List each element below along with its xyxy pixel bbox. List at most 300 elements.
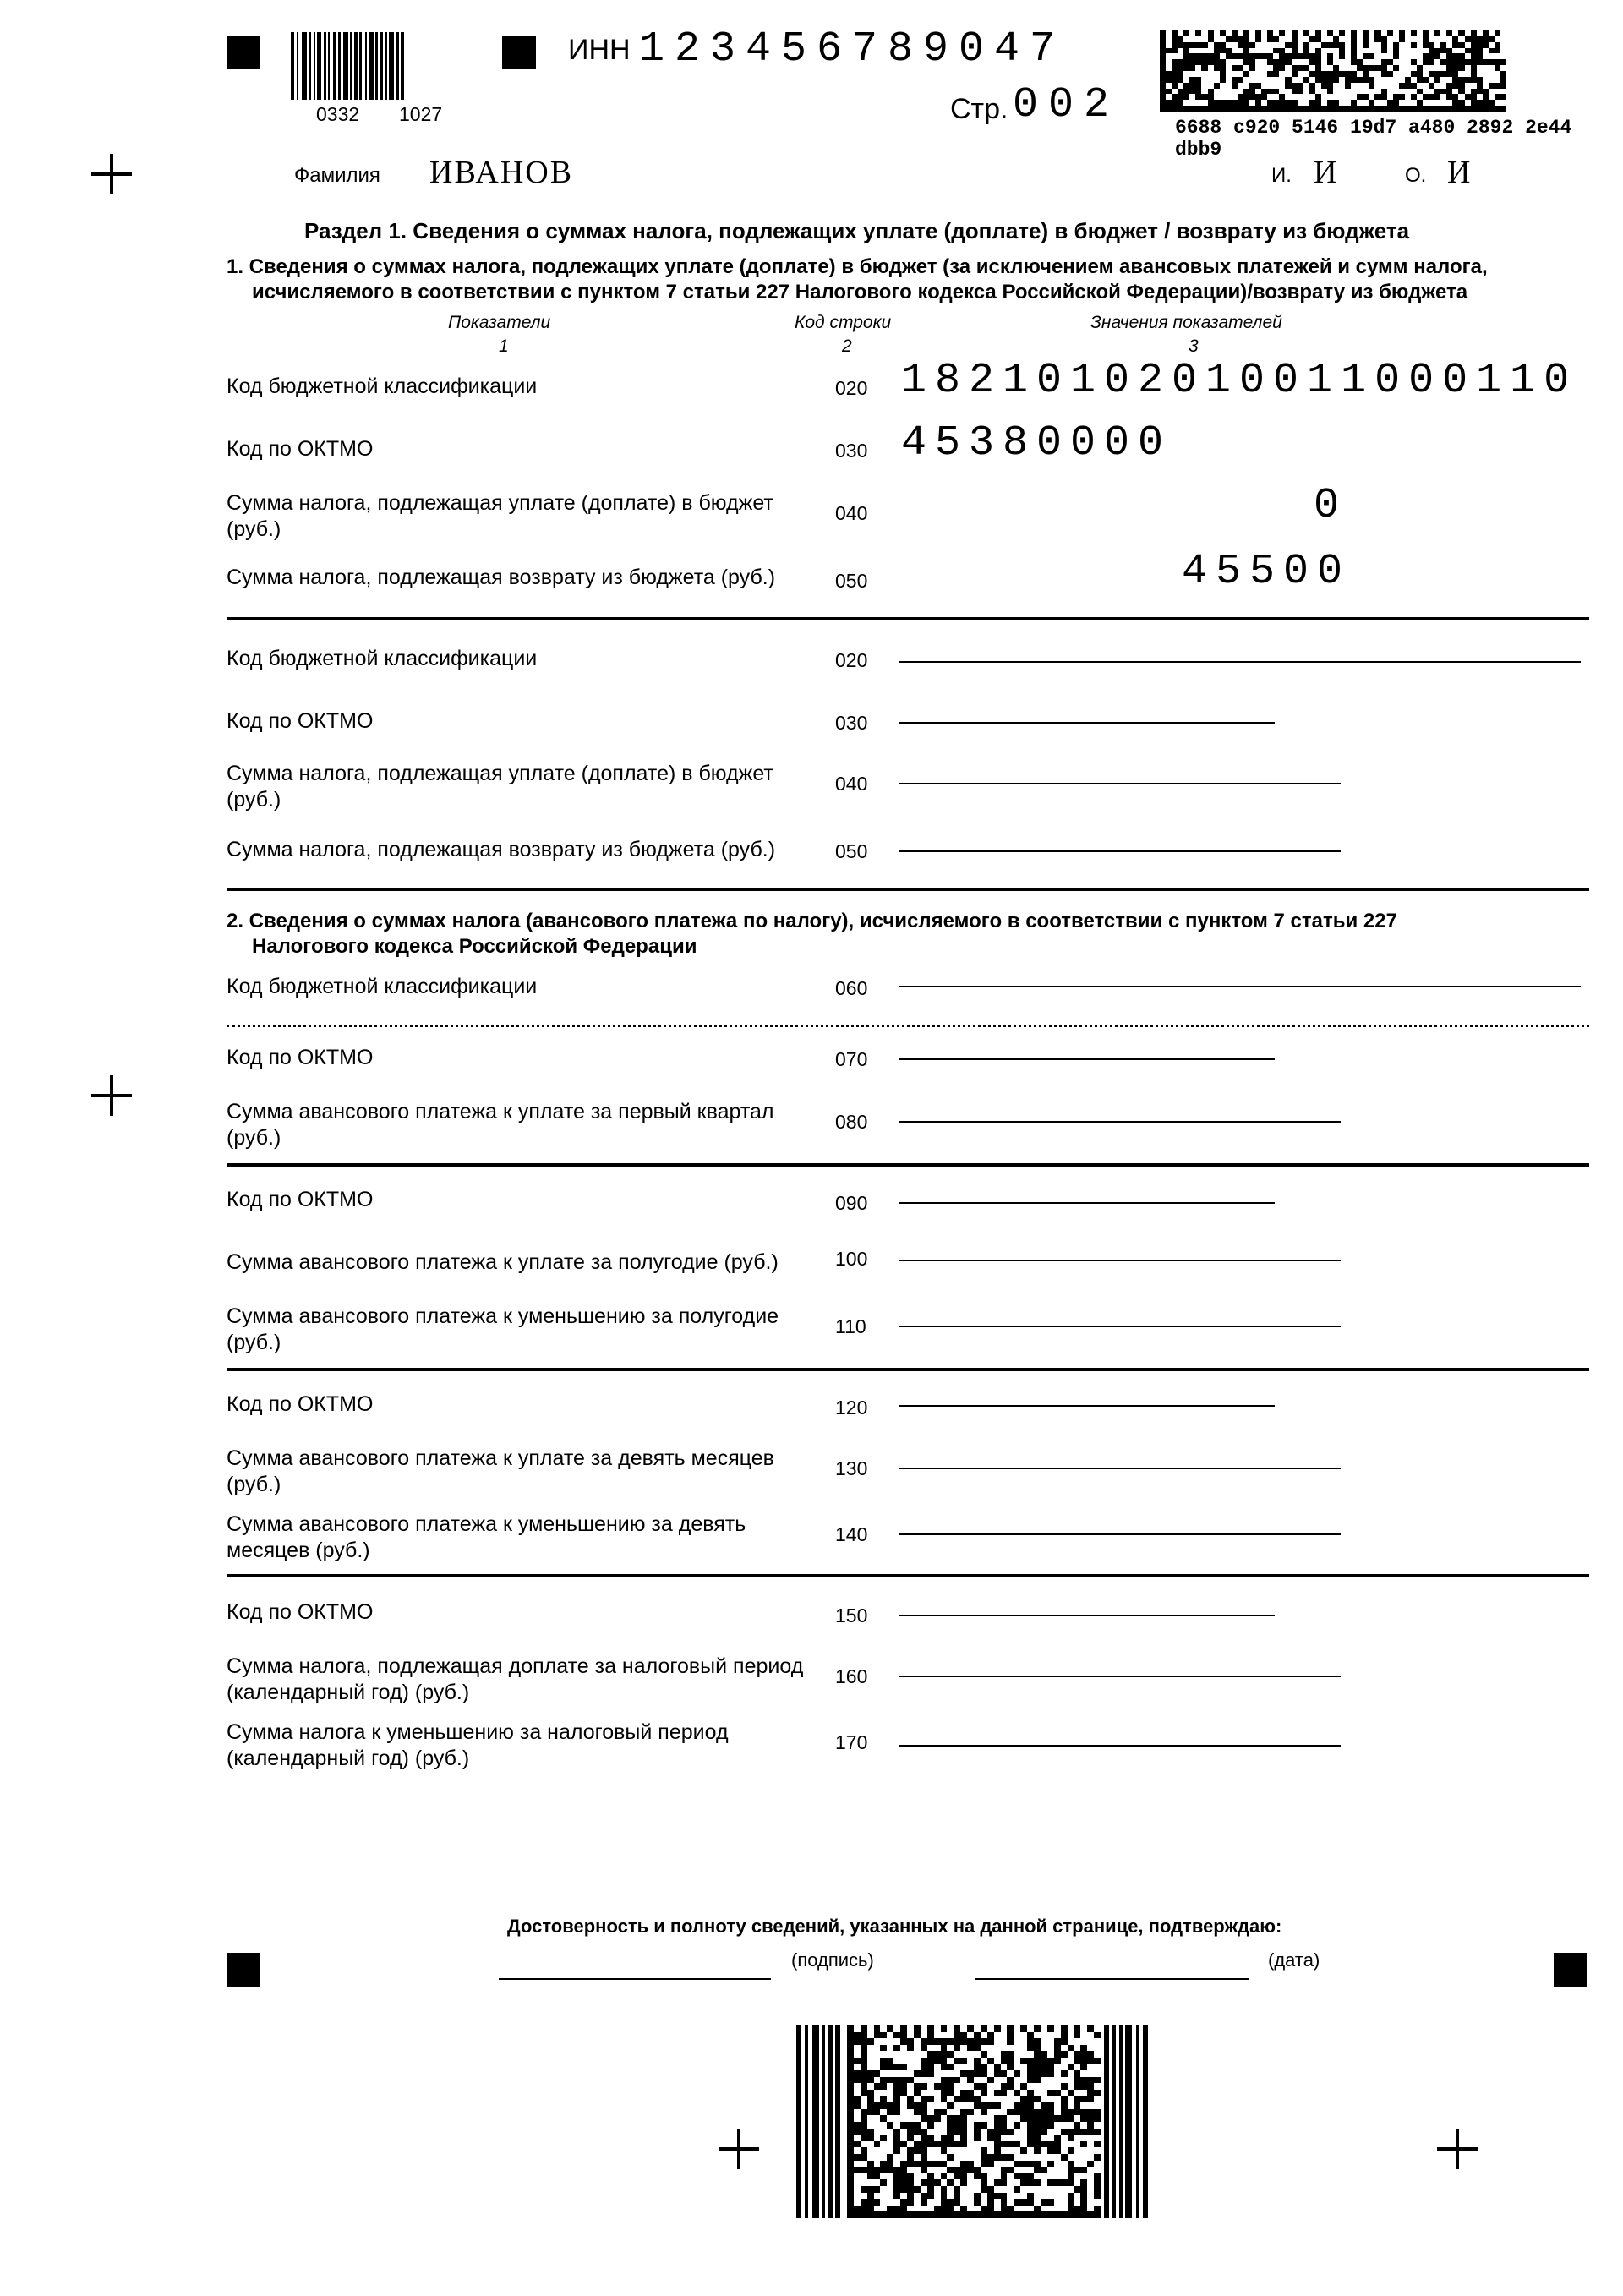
matrix-cell bbox=[874, 2090, 881, 2096]
matrix-cell bbox=[1333, 42, 1339, 48]
matrix-cell bbox=[1047, 2211, 1054, 2218]
half-year-advance-input-line[interactable] bbox=[899, 1260, 1341, 1261]
matrix-cell bbox=[1285, 71, 1291, 77]
matrix-cell bbox=[1074, 2211, 1080, 2218]
matrix-cell bbox=[941, 2141, 948, 2148]
matrix-cell bbox=[847, 2058, 854, 2064]
matrix-cell bbox=[1047, 2070, 1054, 2077]
matrix-cell bbox=[874, 2070, 881, 2077]
matrix-cell bbox=[1446, 53, 1452, 59]
matrix-cell bbox=[1061, 2064, 1068, 2071]
matrix-cell bbox=[1292, 53, 1298, 59]
matrix-cell bbox=[1249, 48, 1255, 54]
matrix-cell bbox=[1339, 48, 1345, 54]
matrix-cell bbox=[1068, 2090, 1074, 2096]
matrix-cell bbox=[987, 2083, 994, 2090]
matrix-cell bbox=[854, 2173, 861, 2180]
matrix-cell bbox=[1041, 2122, 1047, 2129]
matrix-cell bbox=[921, 2206, 927, 2212]
q1-advance-input-line[interactable] bbox=[899, 1121, 1341, 1123]
matrix-cell bbox=[1014, 2025, 1020, 2032]
matrix-cell bbox=[994, 2025, 1001, 2032]
matrix-cell bbox=[927, 2109, 934, 2116]
matrix-cell bbox=[907, 2167, 914, 2173]
matrix-cell bbox=[1446, 94, 1452, 100]
matrix-cell bbox=[941, 2135, 948, 2141]
matrix-cell bbox=[1452, 106, 1458, 112]
year-surcharge-input-line[interactable] bbox=[899, 1676, 1341, 1677]
oktmo-input-line[interactable] bbox=[899, 1058, 1275, 1060]
matrix-cell bbox=[1189, 65, 1195, 71]
matrix-cell bbox=[1285, 30, 1291, 36]
matrix-cell bbox=[1094, 2025, 1101, 2032]
matrix-cell bbox=[1446, 30, 1452, 36]
matrix-cell bbox=[994, 2173, 1001, 2180]
date-input-line[interactable] bbox=[975, 1978, 1249, 1980]
matrix-cell bbox=[1279, 65, 1285, 71]
matrix-cell bbox=[941, 2193, 948, 2200]
matrix-cell bbox=[1417, 59, 1423, 65]
matrix-cell bbox=[1255, 77, 1261, 83]
matrix-cell bbox=[1014, 2135, 1020, 2141]
matrix-cell bbox=[1068, 2058, 1074, 2064]
matrix-cell bbox=[1434, 59, 1440, 65]
matrix-cell bbox=[1047, 2051, 1054, 2058]
matrix-cell bbox=[1208, 94, 1214, 100]
matrix-cell bbox=[847, 2122, 854, 2129]
matrix-cell bbox=[1094, 2147, 1101, 2154]
matrix-cell bbox=[1054, 2167, 1061, 2173]
matrix-cell bbox=[1068, 2064, 1074, 2071]
row-label-tax-refund: Сумма налога, подлежащая возврату из бюджета (руб.) bbox=[227, 566, 776, 589]
matrix-cell bbox=[1483, 94, 1489, 100]
matrix-cell bbox=[1226, 36, 1232, 42]
matrix-cell bbox=[1001, 2064, 1008, 2071]
matrix-cell bbox=[1061, 2102, 1068, 2109]
matrix-cell bbox=[1315, 59, 1321, 65]
matrix-cell bbox=[914, 2090, 921, 2096]
matrix-cell bbox=[974, 2211, 981, 2218]
matrix-cell bbox=[1027, 2051, 1034, 2058]
matrix-cell bbox=[1068, 2135, 1074, 2141]
matrix-cell bbox=[1303, 30, 1309, 36]
matrix-cell bbox=[887, 2096, 893, 2103]
barcode-bar bbox=[835, 2025, 840, 2218]
matrix-cell bbox=[887, 2193, 893, 2200]
matrix-cell bbox=[1393, 48, 1399, 54]
matrix-cell bbox=[1446, 89, 1452, 95]
matrix-cell bbox=[1232, 100, 1238, 106]
matrix-cell bbox=[1068, 2032, 1074, 2039]
matrix-cell bbox=[1238, 77, 1243, 83]
matrix-cell bbox=[987, 2090, 994, 2096]
matrix-cell bbox=[1500, 89, 1506, 95]
matrix-cell bbox=[1327, 36, 1333, 42]
tax-refund-value[interactable]: 45500 bbox=[1182, 548, 1352, 596]
matrix-cell bbox=[1452, 71, 1458, 77]
matrix-cell bbox=[1232, 30, 1238, 36]
block-separator bbox=[227, 1163, 1589, 1167]
matrix-cell bbox=[1178, 42, 1183, 48]
matrix-cell bbox=[1034, 2154, 1041, 2161]
matrix-cell bbox=[987, 2096, 994, 2103]
matrix-cell bbox=[927, 2064, 934, 2071]
matrix-cell bbox=[1074, 2064, 1080, 2071]
matrix-cell bbox=[987, 2211, 994, 2218]
matrix-cell bbox=[967, 2199, 974, 2206]
matrix-cell bbox=[1014, 2096, 1020, 2103]
matrix-cell bbox=[1500, 71, 1506, 77]
matrix-cell bbox=[1226, 89, 1232, 95]
matrix-cell bbox=[1446, 48, 1452, 54]
matrix-cell bbox=[1183, 48, 1189, 54]
matrix-cell bbox=[1434, 71, 1440, 77]
matrix-cell bbox=[1429, 77, 1434, 83]
matrix-cell bbox=[1405, 83, 1411, 89]
matrix-cell bbox=[1226, 94, 1232, 100]
matrix-cell bbox=[1094, 2045, 1101, 2052]
matrix-cell bbox=[914, 2102, 921, 2109]
matrix-cell bbox=[893, 2161, 900, 2168]
matrix-cell bbox=[1068, 2199, 1074, 2206]
matrix-cell bbox=[967, 2147, 974, 2154]
matrix-cell bbox=[854, 2129, 861, 2135]
matrix-cell bbox=[1267, 30, 1273, 36]
matrix-cell bbox=[847, 2135, 854, 2141]
matrix-cell bbox=[900, 2129, 907, 2135]
matrix-cell bbox=[1189, 59, 1195, 65]
matrix-cell bbox=[1074, 2199, 1080, 2206]
matrix-cell bbox=[1321, 30, 1327, 36]
matrix-cell bbox=[893, 2211, 900, 2218]
matrix-cell bbox=[1500, 65, 1506, 71]
matrix-cell bbox=[893, 2122, 900, 2129]
matrix-cell bbox=[921, 2211, 927, 2218]
matrix-cell bbox=[907, 2070, 914, 2077]
matrix-cell bbox=[1087, 2122, 1094, 2129]
matrix-cell bbox=[1014, 2045, 1020, 2052]
tax-refund-input-line[interactable] bbox=[899, 850, 1341, 852]
matrix-cell bbox=[1238, 100, 1243, 106]
matrix-cell bbox=[1477, 59, 1483, 65]
matrix-cell bbox=[1405, 89, 1411, 95]
matrix-cell bbox=[1047, 2064, 1054, 2071]
matrix-cell bbox=[1423, 71, 1429, 77]
matrix-cell bbox=[907, 2161, 914, 2168]
row-label-kbk: Код бюджетной классификации bbox=[227, 975, 538, 998]
matrix-cell bbox=[1345, 77, 1351, 83]
matrix-cell bbox=[1465, 48, 1471, 54]
matrix-cell bbox=[1027, 2077, 1034, 2084]
matrix-cell bbox=[1080, 2032, 1087, 2039]
matrix-cell bbox=[1393, 59, 1399, 65]
matrix-cell bbox=[880, 2115, 887, 2122]
matrix-cell bbox=[1339, 83, 1345, 89]
matrix-cell bbox=[941, 2167, 948, 2173]
matrix-cell bbox=[861, 2135, 867, 2141]
matrix-cell bbox=[1321, 53, 1327, 59]
matrix-cell bbox=[1369, 83, 1374, 89]
matrix-cell bbox=[1405, 94, 1411, 100]
matrix-cell bbox=[1087, 2193, 1094, 2200]
matrix-cell bbox=[900, 2211, 907, 2218]
matrix-cell bbox=[1041, 2045, 1047, 2052]
matrix-cell bbox=[981, 2135, 987, 2141]
initial-o-label: О. bbox=[1405, 164, 1427, 187]
matrix-cell bbox=[947, 2064, 954, 2071]
oktmo-input-line[interactable] bbox=[899, 1405, 1275, 1407]
matrix-cell bbox=[927, 2193, 934, 2200]
matrix-cell bbox=[960, 2032, 967, 2039]
matrix-cell bbox=[854, 2141, 861, 2148]
matrix-cell bbox=[1315, 94, 1321, 100]
linear-barcode bbox=[291, 32, 404, 100]
matrix-cell bbox=[947, 2038, 954, 2045]
matrix-cell bbox=[947, 2109, 954, 2116]
kbk-input-line[interactable] bbox=[899, 986, 1581, 987]
matrix-cell bbox=[1087, 2083, 1094, 2090]
matrix-cell bbox=[1160, 48, 1166, 54]
kbk-input-line[interactable] bbox=[899, 661, 1581, 663]
matrix-cell bbox=[1094, 2096, 1101, 2103]
matrix-cell bbox=[1399, 83, 1405, 89]
matrix-cell bbox=[1321, 65, 1327, 71]
row-label-half-year-reduction: Сумма авансового платежа к уменьшению за полугодие (руб.) bbox=[227, 1304, 779, 1354]
matrix-cell bbox=[1238, 42, 1243, 48]
matrix-cell bbox=[947, 2206, 954, 2212]
matrix-cell bbox=[1034, 2161, 1041, 2168]
matrix-cell bbox=[1007, 2115, 1014, 2122]
matrix-cell bbox=[1267, 106, 1273, 112]
matrix-cell bbox=[1417, 94, 1423, 100]
oktmo-input-line[interactable] bbox=[899, 722, 1275, 724]
matrix-cell bbox=[1054, 2154, 1061, 2161]
matrix-cell bbox=[1183, 36, 1189, 42]
matrix-cell bbox=[1001, 2179, 1008, 2186]
matrix-cell bbox=[1327, 83, 1333, 89]
matrix-cell bbox=[1423, 42, 1429, 48]
matrix-cell bbox=[1160, 36, 1166, 42]
matrix-cell bbox=[1080, 2102, 1087, 2109]
matrix-cell bbox=[1417, 71, 1423, 77]
page-label: Стр. bbox=[950, 93, 1008, 125]
row-code-160: 160 bbox=[835, 1665, 868, 1687]
matrix-cell bbox=[1374, 53, 1380, 59]
row-label-year-surcharge: Сумма налога, подлежащая доплате за налоговый период (календарный год) (руб.) bbox=[227, 1654, 804, 1704]
matrix-cell bbox=[934, 2025, 941, 2032]
matrix-cell bbox=[1074, 2102, 1080, 2109]
matrix-cell bbox=[1061, 2186, 1068, 2193]
matrix-cell bbox=[1074, 2083, 1080, 2090]
matrix-cell bbox=[987, 2147, 994, 2154]
matrix-cell bbox=[1374, 36, 1380, 42]
matrix-cell bbox=[861, 2122, 867, 2129]
matrix-cell bbox=[1027, 2025, 1034, 2032]
matrix-cell bbox=[907, 2064, 914, 2071]
matrix-cell bbox=[1357, 89, 1363, 95]
matrix-cell bbox=[1285, 53, 1291, 59]
matrix-cell bbox=[1001, 2154, 1008, 2161]
matrix-cell bbox=[1321, 94, 1327, 100]
matrix-cell bbox=[1298, 42, 1303, 48]
matrix-cell bbox=[1094, 2141, 1101, 2148]
matrix-cell bbox=[1080, 2129, 1087, 2135]
matrix-cell bbox=[1074, 2122, 1080, 2129]
matrix-cell bbox=[1369, 77, 1374, 83]
matrix-cell bbox=[1452, 59, 1458, 65]
matrix-cell bbox=[1001, 2038, 1008, 2045]
matrix-cell bbox=[1249, 30, 1255, 36]
matrix-cell bbox=[1001, 2141, 1008, 2148]
matrix-cell bbox=[1094, 2058, 1101, 2064]
matrix-cell bbox=[854, 2032, 861, 2039]
matrix-cell bbox=[987, 2167, 994, 2173]
matrix-cell bbox=[954, 2167, 960, 2173]
matrix-cell bbox=[1292, 71, 1298, 77]
matrix-cell bbox=[1387, 89, 1393, 95]
matrix-cell bbox=[1054, 2051, 1061, 2058]
matrix-cell bbox=[960, 2179, 967, 2186]
matrix-cell bbox=[1068, 2147, 1074, 2154]
matrix-cell bbox=[1041, 2083, 1047, 2090]
matrix-cell bbox=[927, 2045, 934, 2052]
matrix-cell bbox=[974, 2167, 981, 2173]
matrix-cell bbox=[1087, 2179, 1094, 2186]
matrix-cell bbox=[1041, 2032, 1047, 2039]
matrix-cell bbox=[1500, 106, 1506, 112]
matrix-cell bbox=[1034, 2186, 1041, 2193]
matrix-cell bbox=[934, 2161, 941, 2168]
matrix-cell bbox=[1047, 2083, 1054, 2090]
matrix-cell bbox=[900, 2109, 907, 2116]
tax-payable-input-line[interactable] bbox=[899, 783, 1341, 784]
matrix-cell bbox=[1309, 53, 1315, 59]
matrix-cell bbox=[1495, 30, 1500, 36]
matrix-cell bbox=[880, 2064, 887, 2071]
matrix-cell bbox=[1351, 59, 1357, 65]
nine-months-reduction-input-line[interactable] bbox=[899, 1533, 1341, 1535]
oktmo-input-line[interactable] bbox=[899, 1202, 1275, 1204]
matrix-cell bbox=[1489, 100, 1495, 106]
matrix-cell bbox=[1020, 2211, 1027, 2218]
matrix-cell bbox=[1061, 2090, 1068, 2096]
matrix-cell bbox=[1220, 65, 1226, 71]
matrix-cell bbox=[1087, 2102, 1094, 2109]
matrix-cell bbox=[1471, 65, 1477, 71]
matrix-cell bbox=[907, 2135, 914, 2141]
year-reduction-input-line[interactable] bbox=[899, 1745, 1341, 1747]
matrix-cell bbox=[941, 2199, 948, 2206]
matrix-cell bbox=[1014, 2032, 1020, 2039]
nine-months-advance-input-line[interactable] bbox=[899, 1468, 1341, 1469]
matrix-cell bbox=[907, 2077, 914, 2084]
matrix-cell bbox=[1267, 83, 1273, 89]
oktmo-input-line[interactable] bbox=[899, 1615, 1275, 1616]
matrix-cell bbox=[1483, 100, 1489, 106]
matrix-cell bbox=[887, 2186, 893, 2193]
matrix-cell bbox=[994, 2193, 1001, 2200]
matrix-cell bbox=[934, 2186, 941, 2193]
kbk-value[interactable]: 18210102010011000110 bbox=[901, 357, 1578, 405]
matrix-cell bbox=[1279, 53, 1285, 59]
matrix-cell bbox=[1020, 2032, 1027, 2039]
matrix-cell bbox=[1214, 59, 1220, 65]
matrix-cell bbox=[1014, 2199, 1020, 2206]
barcode-bar bbox=[1143, 2025, 1148, 2218]
matrix-cell bbox=[1034, 2083, 1041, 2090]
matrix-cell bbox=[1357, 71, 1363, 77]
matrix-cell bbox=[1315, 100, 1321, 106]
matrix-cell bbox=[927, 2070, 934, 2077]
matrix-cell bbox=[981, 2115, 987, 2122]
matrix-cell bbox=[934, 2179, 941, 2186]
matrix-cell bbox=[1279, 100, 1285, 106]
matrix-cell bbox=[880, 2102, 887, 2109]
matrix-cell bbox=[1321, 106, 1327, 112]
matrix-cell bbox=[1381, 94, 1387, 100]
matrix-cell bbox=[1405, 100, 1411, 106]
matrix-cell bbox=[927, 2090, 934, 2096]
matrix-cell bbox=[887, 2025, 893, 2032]
matrix-cell bbox=[1381, 77, 1387, 83]
matrix-cell bbox=[1363, 106, 1369, 112]
matrix-cell bbox=[994, 2211, 1001, 2218]
matrix-cell bbox=[1054, 2070, 1061, 2077]
matrix-cell bbox=[927, 2032, 934, 2039]
matrix-cell bbox=[1273, 71, 1279, 77]
tax-payable-value[interactable]: 0 bbox=[1314, 482, 1348, 530]
oktmo-value[interactable]: 45380000 bbox=[901, 419, 1172, 467]
matrix-cell bbox=[1465, 100, 1471, 106]
matrix-cell bbox=[1405, 48, 1411, 54]
matrix-cell bbox=[1339, 106, 1345, 112]
matrix-cell bbox=[1243, 100, 1249, 106]
matrix-cell bbox=[1014, 2090, 1020, 2096]
signature-input-line[interactable] bbox=[499, 1978, 771, 1980]
matrix-cell bbox=[880, 2179, 887, 2186]
section1-subtitle-line2: исчисляемого в соответствии с пунктом 7 статьи 227 Налогового кодекса Российской Федерации)/возврату из бюджета bbox=[252, 281, 1468, 303]
half-year-reduction-input-line[interactable] bbox=[899, 1326, 1341, 1327]
matrix-cell bbox=[1061, 2115, 1068, 2122]
matrix-cell bbox=[1189, 89, 1195, 95]
matrix-cell bbox=[1027, 2193, 1034, 2200]
matrix-cell bbox=[1007, 2206, 1014, 2212]
matrix-cell bbox=[1014, 2051, 1020, 2058]
matrix-cell bbox=[1178, 65, 1183, 71]
matrix-cell bbox=[1061, 2025, 1068, 2032]
matrix-cell bbox=[947, 2193, 954, 2200]
matrix-cell bbox=[1226, 77, 1232, 83]
matrix-cell bbox=[1339, 94, 1345, 100]
matrix-cell bbox=[893, 2058, 900, 2064]
row-label-tax-refund: Сумма налога, подлежащая возврату из бюджета (руб.) bbox=[227, 838, 776, 861]
matrix-cell bbox=[1166, 100, 1172, 106]
matrix-cell bbox=[1080, 2045, 1087, 2052]
matrix-cell bbox=[900, 2154, 907, 2161]
matrix-cell bbox=[861, 2070, 867, 2077]
matrix-cell bbox=[921, 2032, 927, 2039]
matrix-cell bbox=[981, 2032, 987, 2039]
matrix-cell bbox=[1434, 100, 1440, 106]
matrix-cell bbox=[1273, 100, 1279, 106]
matrix-cell bbox=[1495, 89, 1500, 95]
matrix-cell bbox=[854, 2109, 861, 2116]
matrix-cell bbox=[1458, 77, 1464, 83]
matrix-cell bbox=[1160, 59, 1166, 65]
matrix-cell bbox=[893, 2096, 900, 2103]
matrix-cell bbox=[1007, 2045, 1014, 2052]
matrix-cell bbox=[974, 2102, 981, 2109]
